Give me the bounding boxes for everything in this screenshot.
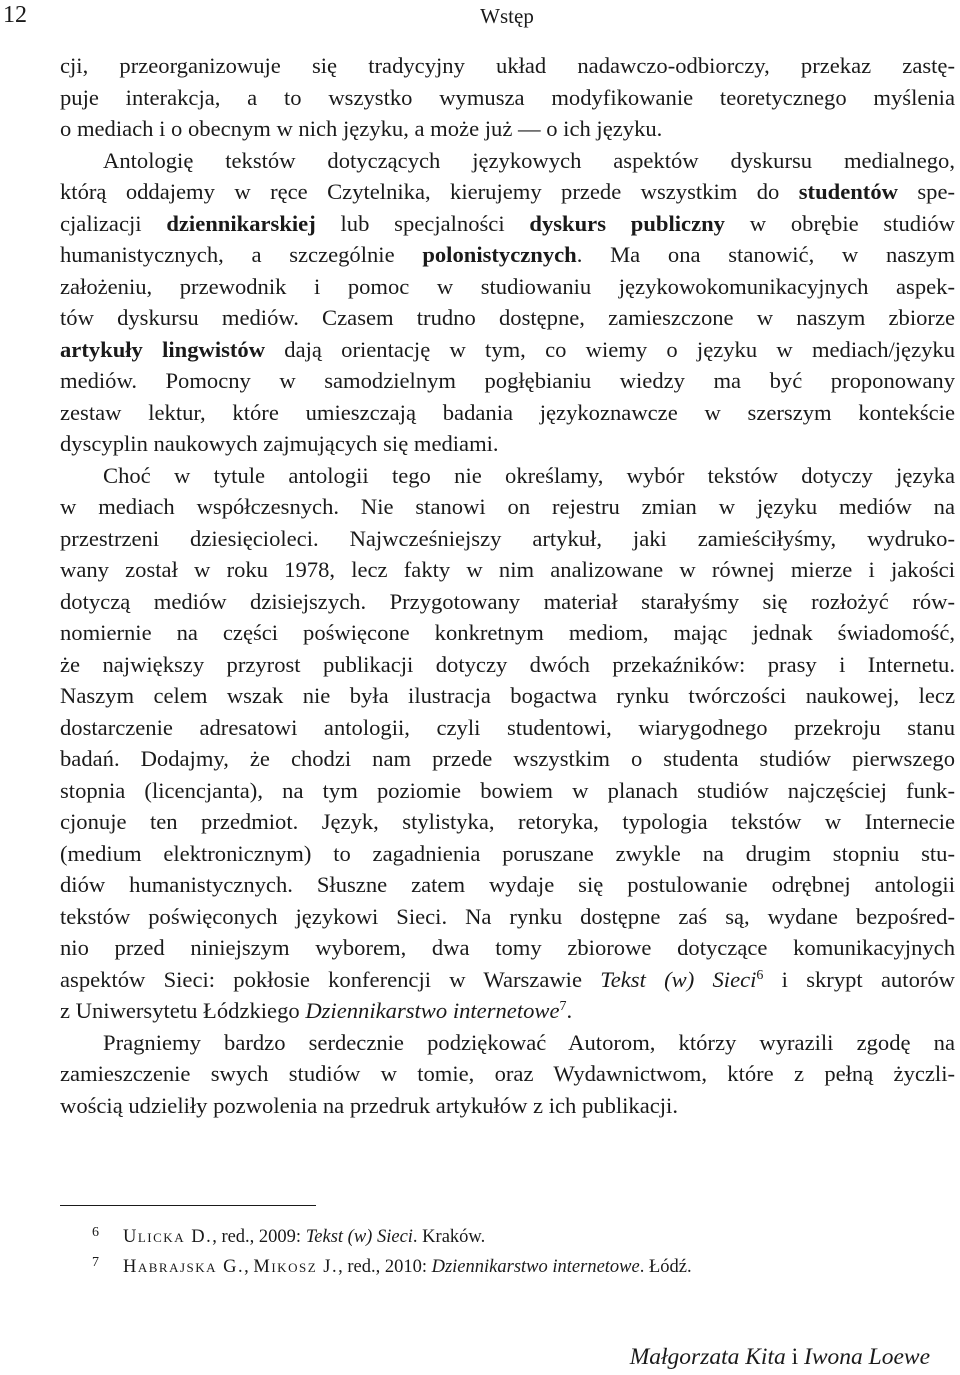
signature: Małgorzata Kita i Iwona Loewe <box>629 1344 930 1370</box>
text-line: cji, przeorganizowuje się tradycyjny układ nadawczo-odbiorczy, przekaz zastę- <box>60 53 955 78</box>
bold-term: dziennikarskiej <box>166 210 316 236</box>
footnotes <box>92 1222 692 1282</box>
text-line: Naszym celem wszak nie była ilustracja bogactwa rynku twórczości naukowej, lecz <box>60 683 955 708</box>
bold-term: dyskurs publiczny <box>529 210 725 236</box>
italic-title: Tekst (w) Sieci <box>600 966 757 992</box>
footnote-rule <box>60 1205 316 1206</box>
footnote: 7 Habrajska G., Mikosz J., red., 2010: Dziennikarstwo internetowe. Łódź. <box>92 1255 692 1277</box>
running-head: Wstęp <box>480 4 534 28</box>
bold-term: artykuły lingwistów <box>60 336 266 362</box>
text-line: dyscyplin naukowych zajmujących się mediami. <box>60 431 499 456</box>
text-line: w mediach współczesnych. Nie stanowi on rejestru zmian w języku mediów na <box>60 494 955 519</box>
footnote-author: Mikosz J. <box>253 1257 339 1277</box>
text-line: z Uniwersytetu Łódzkiego Dziennikarstwo internetowe$^7$. <box>60 998 573 1023</box>
body-text <box>60 50 955 1121</box>
text-line: założeniu, przewodnik i pomoc w studiowaniu językowokomunikacyjnych aspek- <box>60 273 955 299</box>
text-line: wością udzieliły pozwolenia na przedruk artykułów z ich publikacji. <box>60 1092 678 1118</box>
text-line: nio przed niniejszym wyborem, dwa tomy zbiorowe dotyczące komunikacyjnych <box>60 935 955 960</box>
text-line: którą oddajemy w ręce Czytelnika, kierujemy przede wszystkim do studentów spe- <box>60 179 955 204</box>
footnote: 6 Ulicka D., red., 2009: Tekst (w) Sieci. Kraków. <box>92 1225 486 1247</box>
text-line: przestrzeni dziesięcioleci. Najwcześniejszy artykuł, jaki zamieściłyśmy, wydruko- <box>60 525 955 551</box>
footnote-author: Habrajska G. <box>123 1257 245 1277</box>
page-number: 12 <box>3 2 27 28</box>
bold-term: polonistycznych <box>422 242 577 267</box>
text-line: o mediach i o obecnym w nich języku, a może już — o ich języku. <box>60 116 663 141</box>
text-line: artykuły lingwistów dają orientację w tym, co wiemy o języku w mediach/języku <box>60 336 955 362</box>
text-line: puje interakcja, a to wszystko wymusza modyfikowanie teoretycznego myślenia <box>60 84 955 110</box>
text-line: cjonuje ten przedmiot. Język, stylistyka, retoryka, typologia tekstów w Internecie <box>60 809 955 834</box>
text-line: stopnia (licencjanta), na tym poziomie bowiem w planach studiów najczęściej funk- <box>60 777 955 803</box>
footnote-title: Dziennikarstwo internetowe <box>431 1257 640 1277</box>
text-line: badań. Dodajmy, że chodzi nam przede wszystkim o studenta studiów pierwszego <box>60 746 955 771</box>
bold-term: studentów <box>798 179 898 204</box>
text-line: aspektów Sieci: pokłosie konferencji w Warszawie Tekst (w) Sieci$^6$ i skrypt autorów <box>60 966 956 992</box>
italic-title: Dziennikarstwo internetowe <box>305 998 560 1023</box>
text-line: tów dyskursu mediów. Czasem trudno dostępne, zamieszczone w naszym zbiorze <box>60 305 955 330</box>
text-line: zamieszczenie swych studiów w tomie, oraz Wydawnictwom, które z pełną życzli- <box>60 1061 955 1086</box>
text-line: wany został w roku 1978, lecz fakty w nim analizowane w równej mierze i jakości <box>60 557 955 582</box>
text-line: (medium elektronicznym) to zagadnienia poruszane zwykle na drugim stopniu stu- <box>60 840 955 866</box>
footnote-title: Tekst (w) Sieci <box>305 1227 413 1247</box>
text-line: mediów. Pomocny w samodzielnym pogłębianiu wiedzy ma być proponowany <box>60 368 955 393</box>
text-line: dostarczenie adresatowi antologii, czyli studentowi, wiarygodnego przekroju stanu <box>60 714 955 740</box>
text-line: że największy przyrost publikacji dotyczy dwóch przekaźników: prasy i Internetu. <box>60 651 955 677</box>
text-line: tekstów poświęconych językowi Sieci. Na rynku dostępne zaś są, wydane bezpośred- <box>60 903 955 929</box>
paragraph-start: Pragniemy bardzo serdecznie podziękować Autorom, którzy wyrazili zgodę na <box>103 1029 955 1055</box>
footnote-ref: 6 <box>756 967 764 983</box>
text-line: humanistycznych, a szczególnie polonistycznych. Ma ona stanowić, w naszym <box>60 242 955 267</box>
author-name: Iwona Loewe <box>804 1344 930 1370</box>
author-name: Małgorzata Kita <box>629 1344 786 1370</box>
text-line: cjalizacji dziennikarskiej lub specjalności dyskurs publiczny w obrębie studiów <box>60 210 955 236</box>
text-line: diów humanistycznych. Słuszne zatem wydaje się postulowanie odrębnej antologii <box>60 872 955 897</box>
paragraph-start: Antologię tekstów dotyczących językowych aspektów dyskursu medialnego, <box>103 147 955 173</box>
text-line: zestaw lektur, które umieszczają badania językoznawcze w szerszym kontekście <box>60 399 955 425</box>
footnote-ref: 7 <box>559 999 567 1014</box>
paragraph-start: Choć w tytule antologii tego nie określamy, wybór tekstów dotyczy języka <box>103 462 955 488</box>
text-line: dotyczą mediów dzisiejszych. Przygotowany materiał starałyśmy się rozłożyć rów- <box>60 588 955 614</box>
text-line: nomiernie na części poświęcone konkretnym mediom, mając jednak świadomość, <box>60 620 955 645</box>
footnote-author: Ulicka D. <box>123 1227 213 1247</box>
